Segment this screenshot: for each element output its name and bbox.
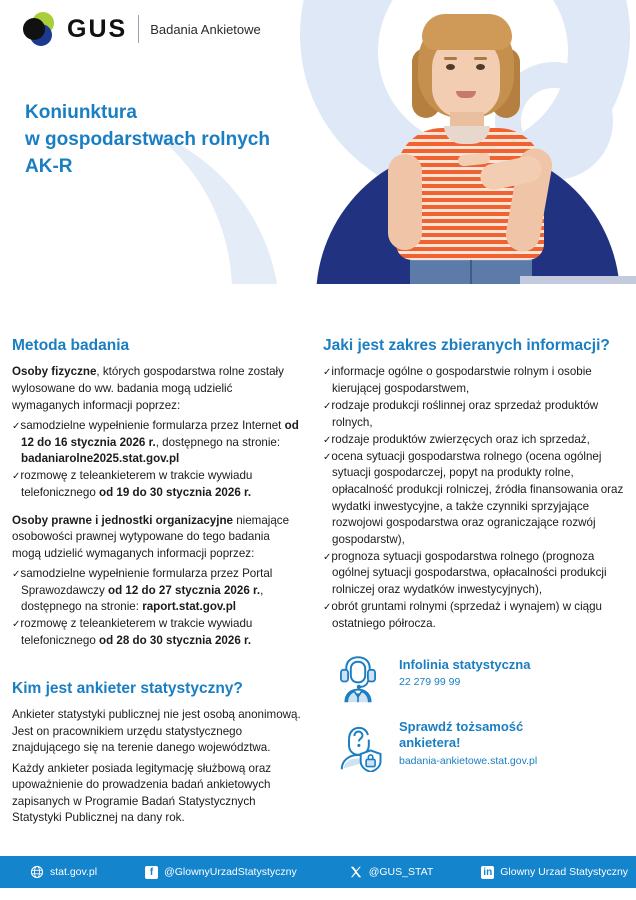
item-bold-2: badaniarolne2025.stat.gov.pl [21, 452, 180, 466]
footer-link-linkedin[interactable] [481, 866, 628, 879]
list-item-label: prognoza sytuacji gospodarstwa rolnego (prognoza ogólnej sytuacji gospodarstwa, opłacalności produkcji rolniczej oraz wydatków inwestycyjnych), [331, 549, 607, 596]
method-legal-list [12, 566, 301, 649]
method-individuals-list [12, 418, 301, 501]
item-mid: , dostępnego na stronie: [21, 583, 264, 614]
footer-link-x[interactable] [349, 865, 434, 879]
item-bold-2: raport.stat.gov.pl [142, 600, 237, 614]
hero-bottom-mask [0, 284, 636, 300]
footer-link-facebook[interactable] [145, 866, 297, 879]
contact-hotline-text [399, 650, 530, 688]
list-item-label: rodzaje produkcji roślinnej oraz sprzedaż produktów rolnych, [331, 399, 599, 429]
list-item [323, 449, 626, 548]
list-item [323, 549, 626, 599]
contact-verify-title-line-2: ankietera! [399, 735, 461, 751]
list-item-label: informacje ogólne o gospodarstwie rolnym i osobie kierującej gospodarstwem, [331, 365, 592, 395]
scope-list [323, 364, 626, 632]
list-item [323, 364, 626, 397]
hero-photo-woman-pointing [362, 8, 574, 292]
page-title-line-3: AK-R [25, 155, 73, 177]
check-icon: ✓ [323, 451, 332, 463]
page-title-line-2: w gospodarstwach rolnych [25, 128, 270, 150]
check-icon: ✓ [12, 471, 21, 483]
check-icon: ✓ [12, 619, 21, 631]
interviewer-paragraph-1: Ankieter statystyki publicznej nie jest osobą anonimową. Jest on pracownikiem urzędu statystycznego znajdującego się na terenie danego województwa. [12, 708, 301, 755]
right-column [315, 300, 636, 831]
contact-block [323, 650, 626, 772]
contact-hotline-number[interactable]: 22 279 99 99 [399, 676, 461, 689]
footer-link-website-label: stat.gov.pl [50, 866, 98, 878]
method-group-individuals [12, 364, 301, 501]
logo-subtitle: Badania Ankietowe [150, 21, 261, 37]
hero-grey-rule [520, 276, 636, 284]
footer-link-website[interactable] [30, 865, 97, 879]
item-pre: rozmowę z teleankieterem w trakcie wywiadu telefonicznego [20, 469, 253, 499]
list-item [323, 599, 626, 632]
item-bold-1: od 19 do 30 stycznia 2026 r. [99, 485, 252, 499]
list-item [323, 398, 626, 431]
contact-hotline[interactable] [323, 650, 626, 704]
check-icon: ✓ [323, 551, 332, 563]
item-bold-1: od 12 do 27 stycznia 2026 r. [108, 583, 261, 597]
list-item [12, 418, 301, 468]
item-bold-1: od 12 do 16 stycznia 2026 r. [21, 419, 299, 449]
logo-divider [138, 15, 139, 43]
check-icon: ✓ [323, 434, 332, 446]
lead-rest-individuals: , których gospodarstwa rolne zostały wylosowane do ww. badania mogą udzielić wymaganych informacji poprzez: [12, 365, 284, 412]
gus-logo-mark-icon [22, 12, 56, 46]
list-item-label: obrót gruntami rolnymi (sprzedaż i wynajem) w ciągu ostatniego półrocza. [331, 599, 603, 630]
globe-icon [30, 865, 44, 879]
x-twitter-icon [349, 865, 363, 879]
item-pre: samodzielne wypełnienie formularza przez Portal Sprawozdawczy [20, 567, 273, 597]
item-pre: samodzielne wypełnienie formularza przez Internet [20, 419, 285, 433]
identity-shield-icon [331, 718, 385, 772]
footer-bar [0, 856, 636, 888]
contact-verify-identity[interactable] [323, 718, 626, 772]
linkedin-icon: in [481, 866, 494, 879]
list-item [12, 468, 301, 501]
list-item [12, 566, 301, 616]
method-group-legal-entities [12, 513, 301, 650]
page-title-line-1: Koniunktura [25, 102, 137, 123]
footer-link-linkedin-label: Glowny Urzad Statystyczny [500, 866, 629, 878]
list-item [12, 616, 301, 649]
contact-hotline-title: Infolinia statystyczna [399, 657, 531, 673]
item-pre: rozmowę z teleankieterem w trakcie wywiadu telefonicznego [20, 617, 253, 648]
contact-verify-url[interactable]: badania-ankietowe.stat.gov.pl [399, 754, 538, 767]
item-bold-1: od 28 do 30 stycznia 2026 r. [99, 634, 252, 648]
item-mid: , dostępnego na stronie: [155, 435, 281, 449]
footer-link-facebook-label: @GlownyUrzadStatystyczny [164, 866, 297, 878]
footer-link-x-label: @GUS_STAT [368, 866, 434, 878]
list-item-label: rodzaje produktów zwierzęcych oraz ich sprzedaż, [331, 432, 590, 446]
contact-verify-title-line-1: Sprawdź tożsamość [399, 719, 524, 735]
gus-logo-text: GUS [67, 14, 128, 43]
headset-operator-icon [331, 650, 385, 704]
gus-logo[interactable] [22, 12, 261, 46]
check-icon: ✓ [323, 601, 332, 613]
check-icon: ✓ [323, 401, 332, 413]
content-columns [0, 300, 636, 831]
lead-bold-legal: Osoby prawne i jednostki organizacyjne [12, 513, 233, 527]
list-item [323, 432, 626, 449]
method-group-legal-lead [12, 513, 301, 563]
check-icon: ✓ [12, 421, 21, 433]
lead-bold-individuals: Osoby fizyczne [12, 365, 97, 379]
check-icon: ✓ [323, 367, 332, 379]
facebook-icon: f [145, 866, 158, 879]
interviewer-paragraph-2: Każdy ankieter posiada legitymację służbową oraz upoważnienie do prowadzenia badań ankietowych zapisanych w Programie Badań Statystycznych Statystyki Publicznej na dany rok. [12, 761, 272, 825]
section-heading-method: Metoda badania [12, 337, 130, 354]
method-group-individuals-lead [12, 364, 301, 414]
page-title [25, 100, 270, 181]
check-icon: ✓ [12, 569, 21, 581]
lead-rest-legal: niemające osobowości prawnej wytypowane do tego badania mogą udzielić wymaganych informacji poprzez: [12, 513, 290, 560]
list-item-label: ocena sytuacji gospodarstwa rolnego (ocena ogólnej sytuacji gospodarczej, popyt na produkty rolne, opłacalność produkcji rolniczej, źródła finansowania oraz wydatki inwestycyjne, a także czynniki sprzyjające rozwojowi gospodarstwa oraz ograniczające rozwój gospodarstw), [331, 449, 624, 546]
section-heading-scope: Jaki jest zakres zbieranych informacji? [323, 337, 610, 354]
section-heading-interviewer: Kim jest ankieter statystyczny? [12, 679, 243, 697]
contact-verify-text [399, 718, 537, 767]
left-column [0, 300, 315, 831]
